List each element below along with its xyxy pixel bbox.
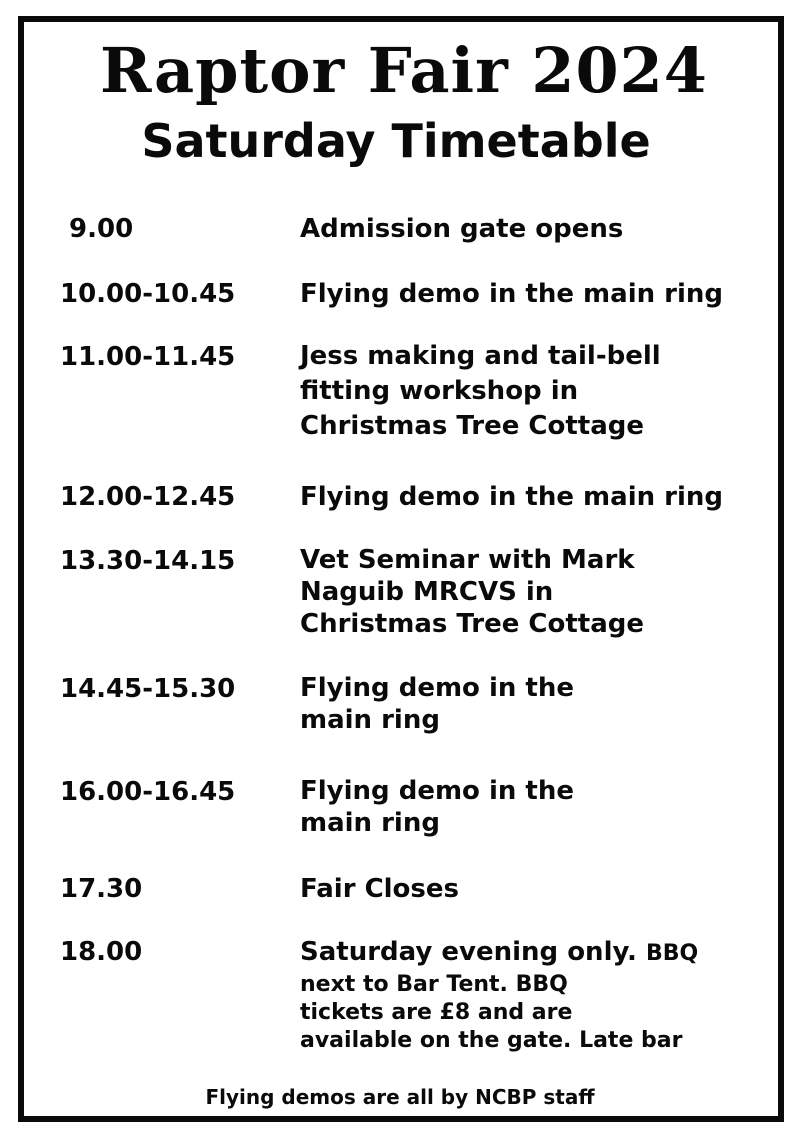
schedule-time: 18.00	[60, 937, 143, 967]
schedule-event	[300, 277, 760, 311]
schedule-event	[300, 775, 760, 839]
event-line: Flying demo in the	[300, 673, 575, 703]
poster-footer: Flying demos are all by NCBP staff	[205, 1085, 595, 1109]
event-line: Naguib MRCVS in	[300, 577, 554, 607]
schedule-event	[300, 672, 760, 736]
event-lead-line	[300, 935, 760, 971]
event-lead-tail: BBQ	[645, 941, 699, 966]
event-line: Admission gate opens	[300, 214, 624, 244]
event-line: fitting workshop in	[300, 376, 579, 406]
schedule-time: 12.00-12.45	[60, 482, 236, 512]
schedule-time: 9.00	[60, 214, 134, 244]
event-line: Christmas Tree Cottage	[300, 609, 645, 639]
schedule-time: 17.30	[60, 874, 143, 904]
poster-title: Raptor Fair 2024	[100, 34, 708, 107]
schedule-time: 10.00-10.45	[60, 279, 236, 309]
event-lead: Saturday evening only.	[300, 937, 637, 967]
schedule-time: 13.30-14.15	[60, 546, 236, 576]
event-line: Flying demo in the main ring	[300, 279, 724, 309]
schedule-event	[300, 480, 760, 514]
event-line: main ring	[300, 705, 440, 735]
event-line: Flying demo in the	[300, 776, 575, 806]
schedule-time: 16.00-16.45	[60, 777, 236, 807]
event-line: Flying demo in the main ring	[300, 482, 724, 512]
schedule-event	[300, 935, 760, 1055]
event-detail: next to Bar Tent. BBQ	[300, 972, 568, 997]
event-detail: tickets are £8 and are	[300, 1000, 573, 1025]
schedule-time: 14.45-15.30	[60, 674, 236, 704]
event-detail: available on the gate. Late bar	[300, 1028, 683, 1053]
poster-subtitle: Saturday Timetable	[141, 114, 651, 168]
schedule-event	[300, 212, 760, 246]
event-line: Vet Seminar with Mark	[300, 545, 635, 575]
event-line: Christmas Tree Cottage	[300, 411, 645, 441]
schedule-time: 11.00-11.45	[60, 342, 236, 372]
schedule-event	[300, 544, 760, 640]
event-line: Fair Closes	[300, 874, 460, 904]
event-line: main ring	[300, 808, 440, 838]
schedule-event	[300, 872, 760, 906]
event-line: Jess making and tail-bell	[300, 341, 661, 371]
schedule-event	[300, 340, 760, 442]
